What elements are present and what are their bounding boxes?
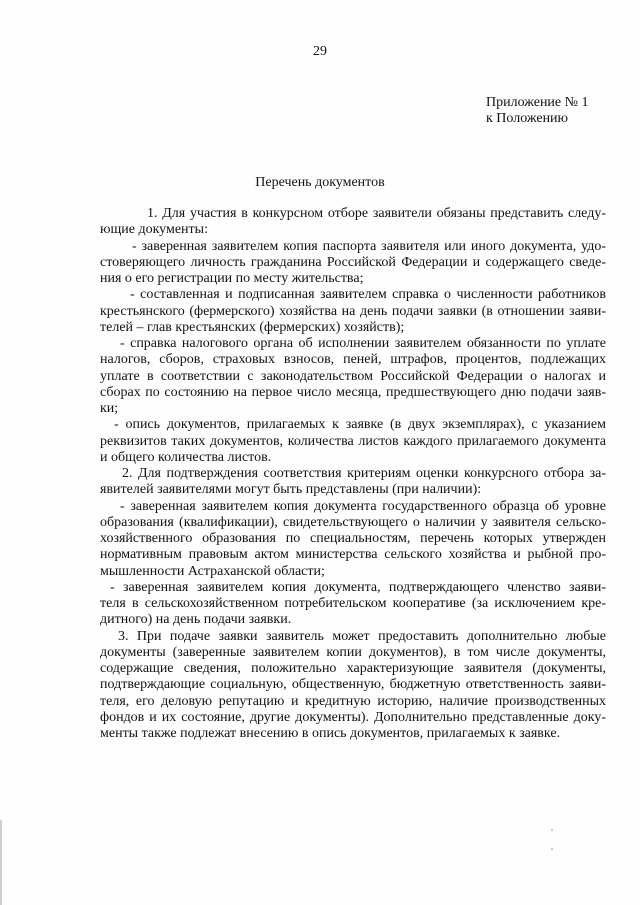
text-line: 2. Для подтверждения соответствия критериям оценки конкурсного отбора за- bbox=[122, 466, 606, 481]
text-line: теля в сельскохозяйственном потребительском кооперативе (за исключением кре- bbox=[100, 596, 606, 611]
text-line: ки; bbox=[100, 401, 119, 416]
text-line: ния о его регистрации по месту жительства; bbox=[100, 271, 364, 286]
text-line: стоверяющего личность гражданина Российской Федерации и содержащего сведе- bbox=[100, 254, 606, 270]
document-title: Перечень документов bbox=[255, 175, 385, 190]
appendix-line-2: к Положению bbox=[486, 111, 569, 126]
text-line: хозяйственного образования по специальностям, перечень которых утвержден bbox=[100, 531, 606, 546]
text-line: ющие документы: bbox=[100, 222, 208, 238]
text-line: 1. Для участия в конкурсном отборе заявители обязаны представить следу- bbox=[147, 206, 606, 221]
text-line: мышленности Астраханской области; bbox=[100, 563, 325, 579]
text-line: - опись документов, прилагаемых к заявке (в двух экземплярах), с указанием bbox=[114, 417, 606, 433]
text-line: 3. При подаче заявки заявитель может предоставить дополнительно любые bbox=[118, 628, 606, 644]
text-line: - составленная и подписанная заявителем справка о численности работников bbox=[130, 287, 606, 303]
text-line: явителей заявителями могут быть представлены (при наличии): bbox=[100, 482, 482, 498]
text-line: фондов и их состояние, другие документы). Дополнительно представленные доку- bbox=[100, 709, 606, 725]
scan-speck bbox=[551, 829, 553, 831]
text-line: теля, его деловую репутацию и кредитную историю, наличие производственных bbox=[100, 693, 606, 709]
document-body bbox=[100, 206, 606, 742]
text-line: подтверждающие социальную, общественную, бюджетную ответственность заяви- bbox=[100, 677, 606, 693]
scan-edge-shadow bbox=[0, 820, 2, 905]
text-line: менты также подлежат внесению в опись документов, прилагаемых к заявке. bbox=[100, 726, 561, 741]
appendix-line-1: Приложение № 1 bbox=[486, 95, 589, 110]
text-line: образования (квалификации), свидетельствующего о наличии у заявителя сельско- bbox=[100, 514, 606, 530]
text-line: и общего количества листов. bbox=[100, 449, 272, 465]
text-line: - заверенная заявителем копия документа государственного образца об уровне bbox=[120, 498, 606, 514]
text-line: - справка налогового органа об исполнении заявителем обязанности по уплате bbox=[120, 336, 606, 351]
appendix-reference bbox=[486, 95, 589, 127]
text-line: телей – глав крестьянских (фермерских) хозяйств); bbox=[100, 319, 405, 335]
text-line: уплате в соответствии с законодательством Российской Федерации о налогах и bbox=[100, 368, 606, 384]
text-line: документы (заверенные заявителем копии документов), в том числе документы, bbox=[100, 644, 606, 660]
text-line: - заверенная заявителем копия документа, подтверждающего членство заяви- bbox=[110, 579, 606, 595]
text-line: крестьянского (фермерского) хозяйства на день подачи заявки (в отношении заяви- bbox=[100, 303, 606, 319]
text-line: реквизитов таких документов, количества листов каждого прилагаемого документа bbox=[100, 433, 606, 449]
text-line: дитного) на день подачи заявки. bbox=[100, 612, 292, 628]
text-line: - заверенная заявителем копия паспорта заявителя или иного документа, удо- bbox=[132, 238, 606, 254]
text-line: нормативным правовым актом министерства сельского хозяйства и рыбной про- bbox=[100, 547, 606, 563]
text-line: сборах по состоянию на первое число месяца, предшествующего дню подачи заяв- bbox=[100, 384, 606, 400]
text-line: содержащие сведения, положительно характеризующие заявителя (документы, bbox=[100, 661, 606, 676]
text-line: налогов, сборов, страховых взносов, пеней, штрафов, процентов, подлежащих bbox=[100, 352, 606, 368]
page-number: 29 bbox=[313, 44, 327, 59]
scan-speck bbox=[551, 848, 553, 850]
